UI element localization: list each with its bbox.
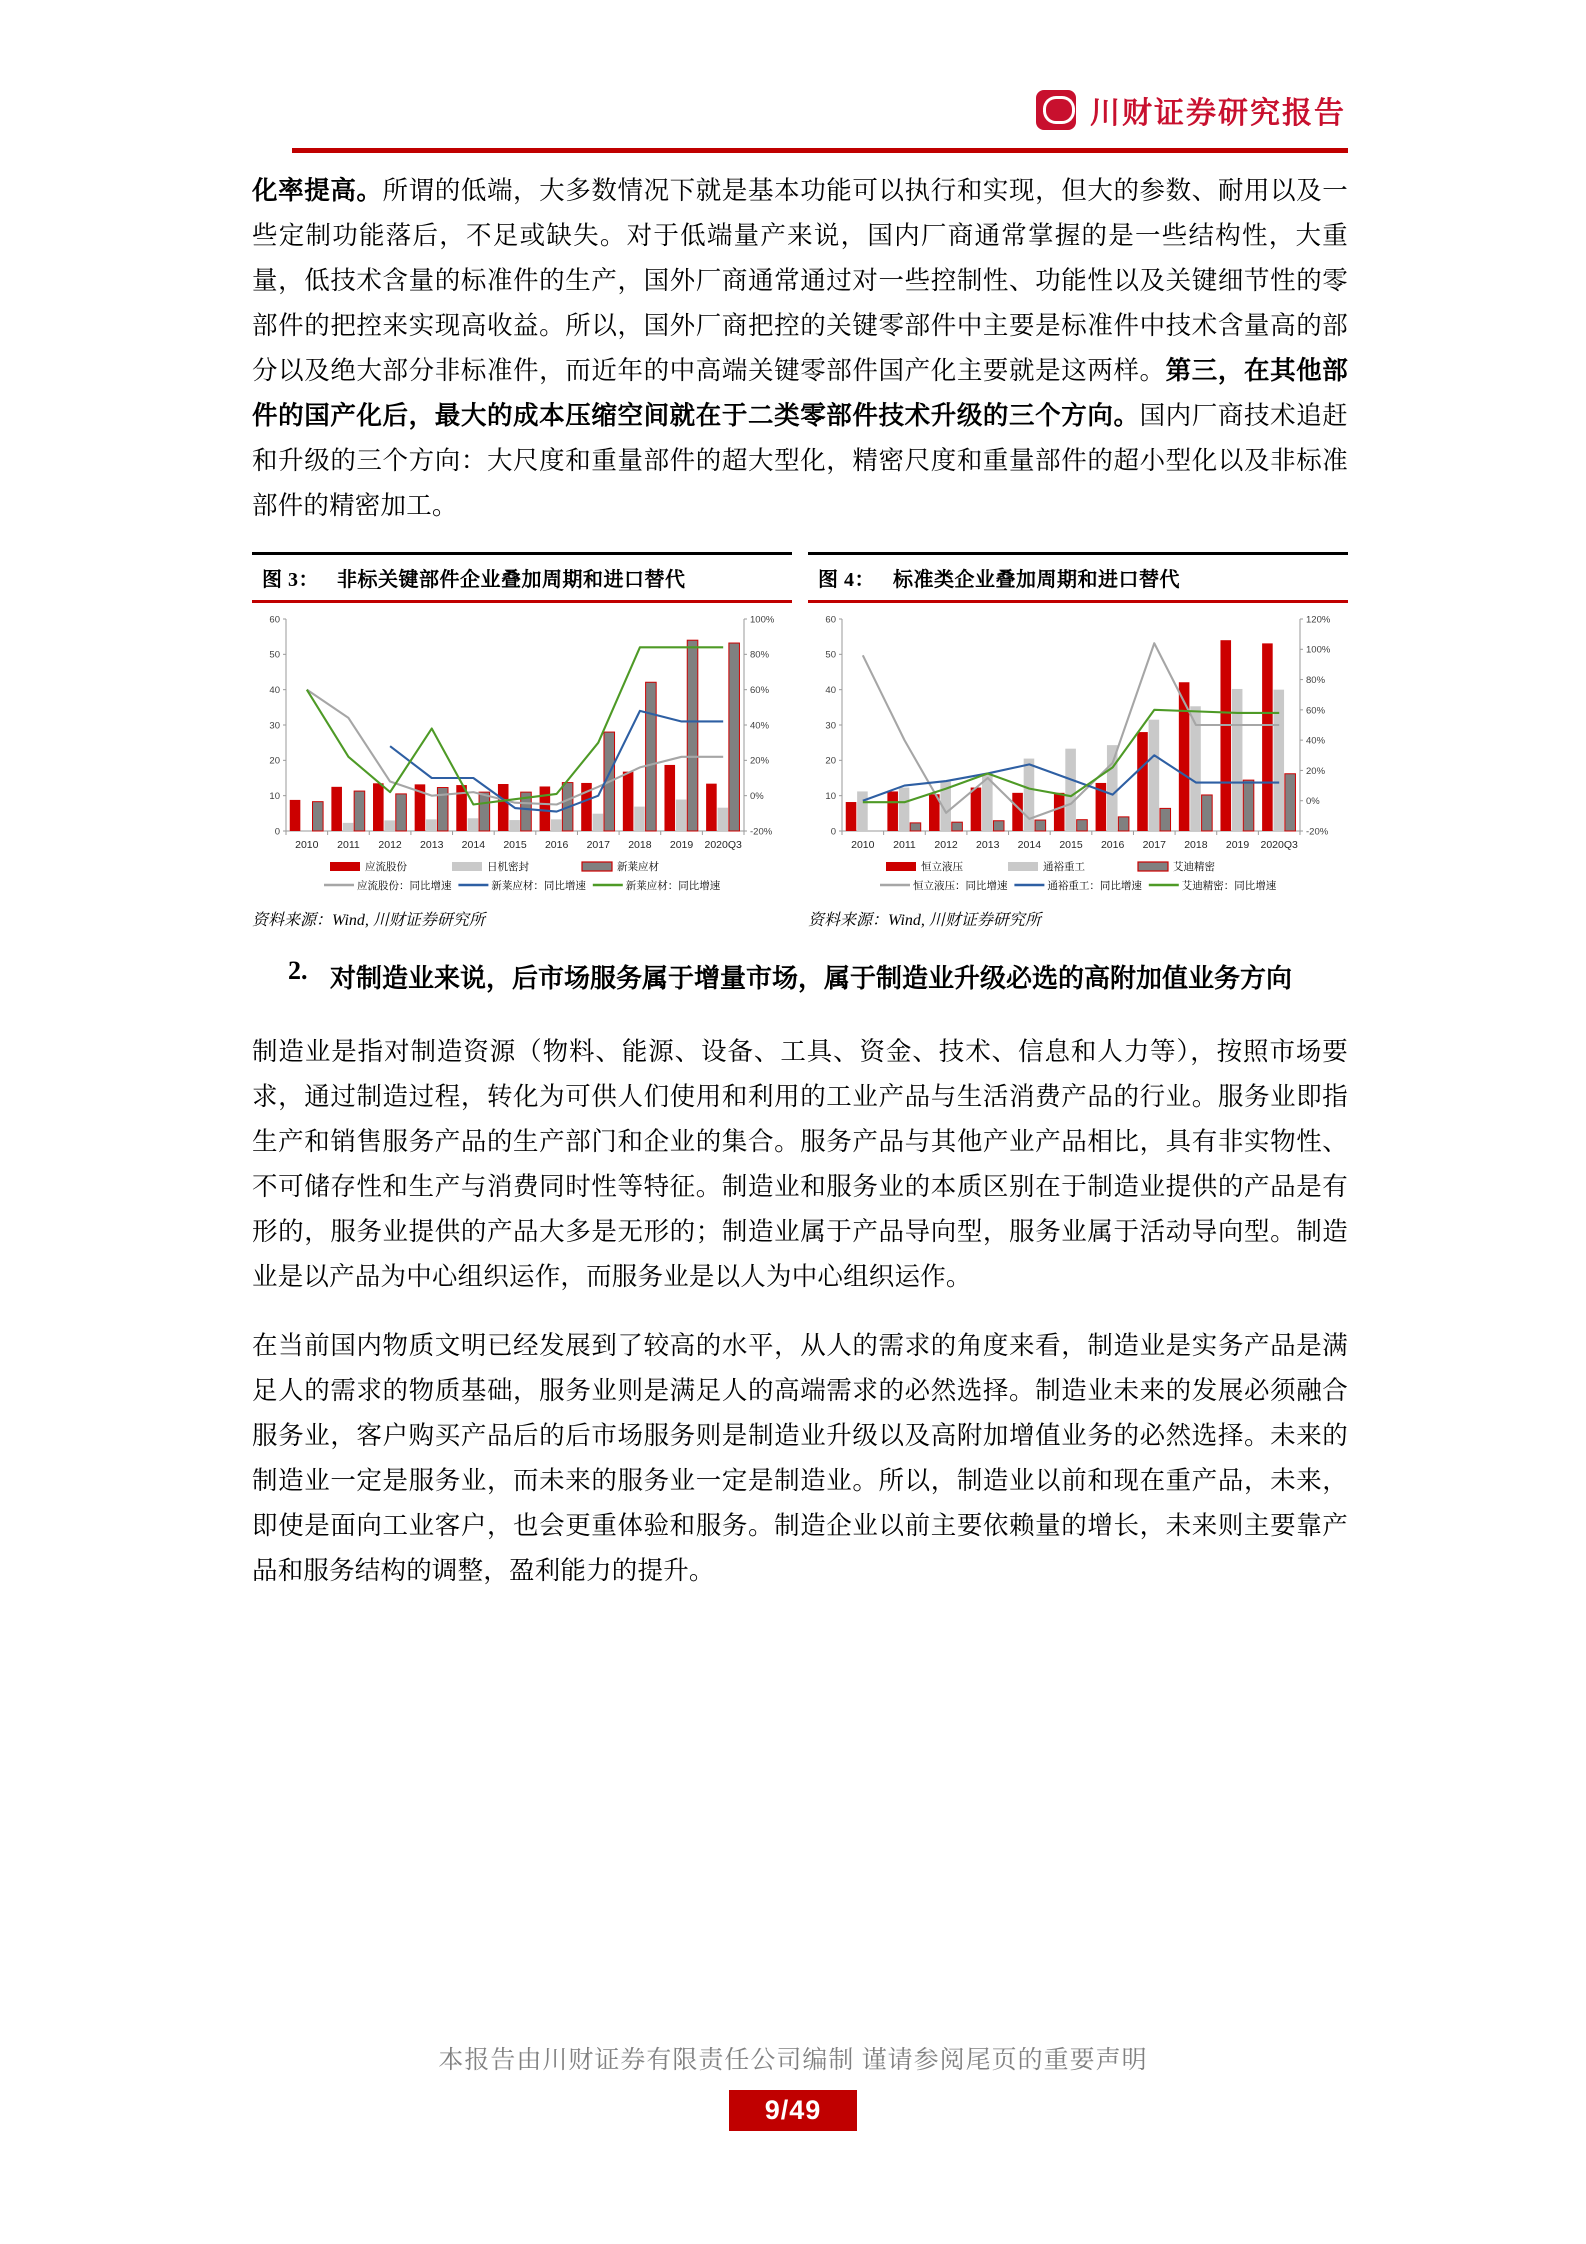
- paragraph-one: [252, 168, 1348, 528]
- svg-text:0: 0: [830, 826, 836, 838]
- paragraph-three: 在当前国内物质文明已经发展到了较高的水平，从人的需求的角度来看，制造业是实务产品是满足人的需求的物质基础，服务业则是满足人的高端需求的必然选择。制造业未来的发展必须融合服务业，客户购买产品后的后市场服务则是制造业升级以及高附加增值业务的必然选择。未来的制造业一定是服务业，而未来的服务业一定是制造业。所以，制造业以前和现在重产品，未来，即使是面向工业客户，也会更重体验和服务。制造企业以前主要依赖量的增长，未来则主要靠产品和服务结构的调整，盈利能力的提升。: [252, 1331, 1348, 1585]
- figure-4-label: 图 4：: [818, 569, 875, 591]
- svg-text:10: 10: [269, 791, 280, 803]
- svg-text:10: 10: [825, 791, 836, 803]
- svg-text:40: 40: [825, 685, 836, 697]
- svg-text:0%: 0%: [1306, 796, 1320, 808]
- figure-4-source: 资料来源：Wind, 川财证券研究所: [808, 912, 1041, 929]
- page-content: [252, 168, 1348, 1609]
- figure-4: [808, 552, 1348, 930]
- svg-text:2014: 2014: [461, 839, 486, 851]
- svg-text:2018: 2018: [1184, 839, 1208, 851]
- figure-3-plot: [252, 603, 792, 901]
- paragraph-one-bold-two: 第三，在其他部件的国产化后，最大的成本压缩空间就在于二类零部件技术升级的三个方向。: [252, 356, 1348, 430]
- svg-text:2020Q3: 2020Q3: [1260, 839, 1298, 851]
- svg-text:20%: 20%: [750, 755, 770, 767]
- svg-text:20: 20: [825, 755, 836, 767]
- paragraph-one-rest: 所谓的低端，大多数情况下就是基本功能可以执行和实现，但大的参数、耐用以及一些定制功能落后，不足或缺失。对于低端量产来说，国内厂商通常掌握的是一些结构性，大重量，低技术含量的标准件的生产，国外厂商通常通过对一些控制性、功能性以及关键细节性的零部件的把控来实现高收益。所以，国外厂商把控的关键零部件中主要是标准件中技术含量高的部分以及绝大部分非标准件，而近年的中高端关键零部件国产化主要就是这两样。: [252, 176, 1348, 385]
- header-divider: [292, 148, 1348, 153]
- paragraph-one-tail: 国内厂商技术追赶和升级的三个方向：大尺度和重量部件的超大型化，精密尺度和重量部件的超小型化以及非标准部件的精密加工。: [252, 401, 1348, 520]
- svg-text:2011: 2011: [337, 839, 360, 851]
- svg-text:100%: 100%: [1306, 644, 1331, 656]
- svg-text:2015: 2015: [1059, 839, 1083, 851]
- svg-text:40%: 40%: [1306, 735, 1326, 747]
- svg-text:30: 30: [825, 720, 836, 732]
- figure-4-chart-svg: [808, 607, 1348, 903]
- svg-text:新莱应材：同比增速: 新莱应材：同比增速: [491, 881, 586, 892]
- svg-text:2017: 2017: [1142, 839, 1166, 851]
- svg-text:60%: 60%: [750, 685, 770, 697]
- svg-text:通裕重工: 通裕重工: [1043, 862, 1085, 873]
- svg-text:100%: 100%: [750, 614, 775, 626]
- svg-text:50: 50: [825, 649, 836, 661]
- svg-text:应流股份: 应流股份: [365, 862, 407, 873]
- figure-3-label: 图 3：: [262, 569, 319, 591]
- svg-text:-20%: -20%: [1306, 826, 1329, 838]
- brand-logo: [1036, 88, 1346, 132]
- page-header: [0, 0, 1586, 196]
- section-title: 对制造业来说，后市场服务属于增量市场，属于制造业升级必选的高附加值业务方向: [330, 964, 1293, 993]
- svg-text:120%: 120%: [1306, 614, 1331, 626]
- svg-text:2010: 2010: [851, 839, 875, 851]
- svg-text:20: 20: [269, 755, 280, 767]
- svg-text:2013: 2013: [976, 839, 1000, 851]
- svg-text:艾迪精密: 艾迪精密: [1173, 862, 1215, 873]
- svg-text:通裕重工：同比增速: 通裕重工：同比增速: [1047, 881, 1142, 892]
- svg-text:20%: 20%: [1306, 765, 1326, 777]
- figure-3-title: 非标关键部件企业叠加周期和进口替代: [337, 569, 686, 591]
- svg-text:2016: 2016: [544, 839, 569, 851]
- svg-text:2019: 2019: [669, 839, 694, 851]
- figure-4-plot: [808, 603, 1348, 901]
- svg-text:60: 60: [825, 614, 836, 626]
- svg-text:60%: 60%: [1306, 705, 1326, 717]
- paragraph-one-lead-bold: 化率提高。: [252, 176, 383, 205]
- paragraph-two: 制造业是指对制造资源（物料、能源、设备、工具、资金、技术、信息和人力等），按照市场要求，通过制造过程，转化为可供人们使用和利用的工业产品与生活消费产品的行业。服务业即指生产和销售服务产品的生产部门和企业的集合。服务产品与其他产业产品相比，具有非实物性、不可储存性和生产与消费同时性等特征。制造业和服务业的本质区别在于制造业提供的产品是有形的，服务业提供的产品大多是无形的；制造业属于产品导向型，服务业属于活动导向型。制造业是以产品为中心组织运作，而服务业是以人为中心组织运作。: [252, 1037, 1348, 1291]
- svg-text:恒立液压: 恒立液压: [921, 862, 963, 873]
- svg-text:2017: 2017: [586, 839, 610, 851]
- svg-text:2015: 2015: [503, 839, 527, 851]
- svg-text:2018: 2018: [628, 839, 652, 851]
- section-number: 2.: [288, 956, 308, 985]
- svg-text:30: 30: [269, 720, 280, 732]
- svg-text:2014: 2014: [1017, 839, 1042, 851]
- svg-text:80%: 80%: [1306, 674, 1326, 686]
- circular-arrows-logo-icon: [1036, 90, 1076, 130]
- svg-text:2019: 2019: [1225, 839, 1250, 851]
- figure-4-title-bar: [808, 552, 1348, 603]
- footer-disclaimer: 本报告由川财证券有限责任公司编制 谨请参阅尾页的重要声明: [438, 2047, 1148, 2074]
- page-number-badge: 9/49: [729, 2090, 858, 2131]
- svg-text:日机密封: 日机密封: [487, 862, 529, 873]
- svg-text:80%: 80%: [750, 649, 770, 661]
- svg-text:2013: 2013: [420, 839, 444, 851]
- svg-text:2012: 2012: [378, 839, 402, 851]
- svg-text:40: 40: [269, 685, 280, 697]
- svg-text:60: 60: [269, 614, 280, 626]
- svg-text:2010: 2010: [295, 839, 319, 851]
- brand-name: 川财证券研究报告: [1090, 97, 1346, 130]
- section-heading: [288, 956, 1348, 1001]
- svg-text:艾迪精密：同比增速: 艾迪精密：同比增速: [1181, 881, 1277, 892]
- svg-text:2012: 2012: [934, 839, 958, 851]
- figure-3-source: 资料来源：Wind, 川财证券研究所: [252, 912, 485, 929]
- svg-text:40%: 40%: [750, 720, 770, 732]
- svg-text:50: 50: [269, 649, 280, 661]
- page-footer: [0, 2040, 1586, 2131]
- figure-3-title-bar: [252, 552, 792, 603]
- figure-3: [252, 552, 792, 930]
- svg-text:应流股份：同比增速: 应流股份：同比增速: [357, 881, 452, 892]
- svg-text:恒立液压：同比增速: 恒立液压：同比增速: [913, 881, 1008, 892]
- figure-4-title: 标准类企业叠加周期和进口替代: [893, 569, 1180, 591]
- svg-text:新莱应材：同比增速: 新莱应材：同比增速: [625, 881, 721, 892]
- svg-text:-20%: -20%: [750, 826, 773, 838]
- svg-text:2016: 2016: [1100, 839, 1125, 851]
- figure-3-chart-svg: [252, 607, 792, 903]
- svg-text:2011: 2011: [893, 839, 916, 851]
- svg-text:0: 0: [274, 826, 280, 838]
- svg-text:0%: 0%: [750, 791, 764, 803]
- svg-text:2020Q3: 2020Q3: [704, 839, 742, 851]
- svg-text:新莱应材: 新莱应材: [617, 862, 659, 873]
- figures-row: [252, 552, 1348, 930]
